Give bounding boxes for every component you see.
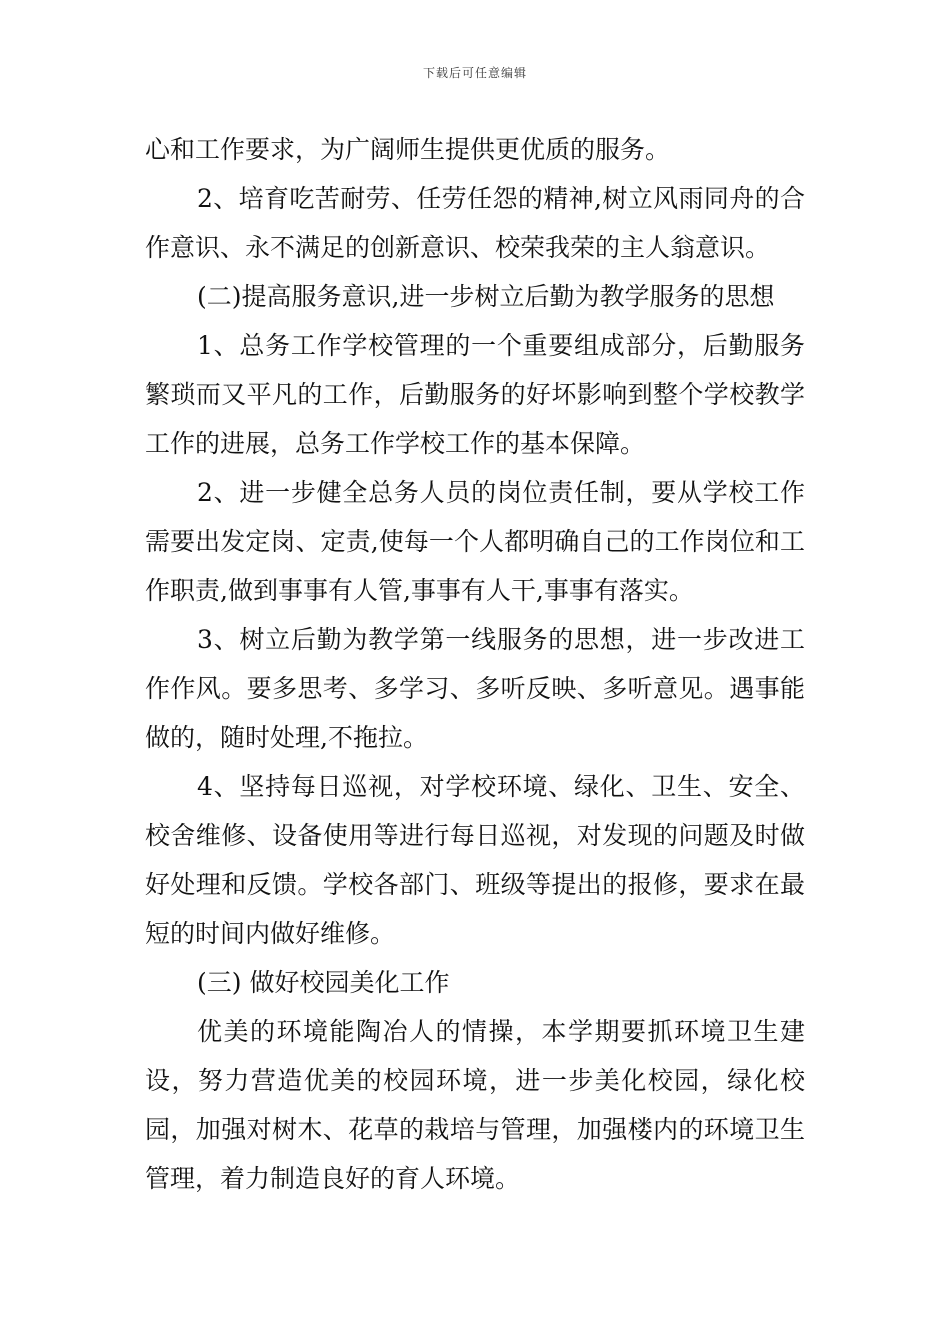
document-body	[145, 125, 805, 1203]
paragraph-item-3-service: 3、树立后勤为教学第一线服务的思想，进一步改进工作作风。要多思考、多学习、多听反映、多听意见。遇事能做的，随时处理,不拖拉。	[145, 625, 805, 752]
paragraph-item-1-general-affairs: 1、总务工作学校管理的一个重要组成部分，后勤服务繁琐而又平凡的工作，后勤服务的好坏影响到整个学校教学工作的进展，总务工作学校工作的基本保障。	[145, 331, 805, 458]
paragraph-continuation: 心和工作要求，为广阔师生提供更优质的服务。	[145, 135, 671, 164]
paragraph-campus-environment: 优美的环境能陶冶人的情操，本学期要抓环境卫生建设，努力营造优美的校园环境，进一步美化校园，绿化校园，加强对树木、花草的栽培与管理，加强楼内的环境卫生管理，着力制造良好的育人环境。	[145, 1017, 805, 1193]
paragraph-item-4-inspection: 4、坚持每日巡视，对学校环境、绿化、卫生、安全、校舍维修、设备使用等进行每日巡视，对发现的问题及时做好处理和反馈。学校各部门、班级等提出的报修，要求在最短的时间内做好维修。	[145, 772, 805, 948]
paragraph-item-2-responsibility: 2、进一步健全总务人员的岗位责任制，要从学校工作需要出发定岗、定责,使每一个人都明确自己的工作岗位和工作职责,做到事事有人管,事事有人干,事事有落实。	[145, 478, 805, 605]
page-header-note: 下载后可任意编辑	[422, 66, 527, 80]
paragraph-item-2-spirit: 2、培育吃苦耐劳、任劳任怨的精神,树立风雨同舟的合作意识、永不满足的创新意识、校荣我荣的主人翁意识。	[145, 184, 805, 262]
section-heading-2: (二)提高服务意识,进一步树立后勤为教学服务的思想	[197, 282, 775, 311]
section-heading-3: (三) 做好校园美化工作	[197, 968, 450, 997]
